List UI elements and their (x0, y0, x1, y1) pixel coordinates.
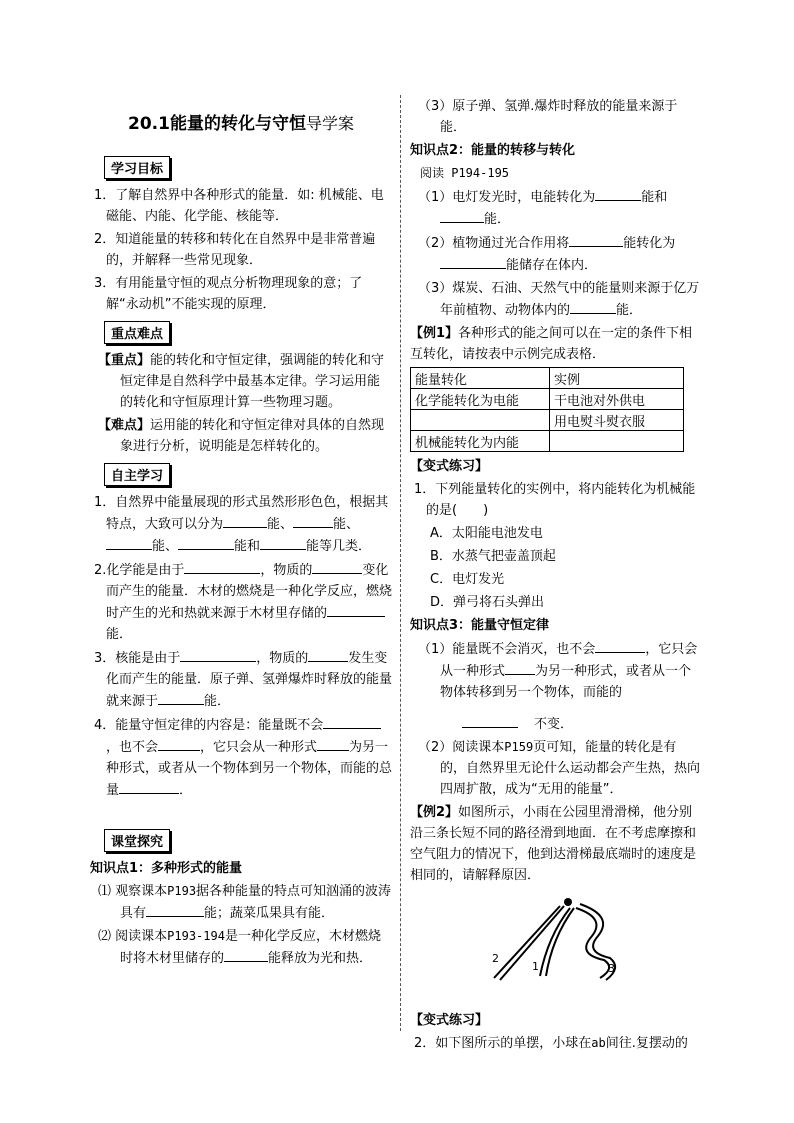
answer-blank[interactable] (595, 186, 641, 201)
answer-blank[interactable] (223, 513, 267, 528)
answer-blank[interactable] (505, 660, 535, 675)
self-study-q3: 3．核能是由于 ，物质的 发生变化而产生的能量．原子弹、氢弹爆炸时释放的能量就来源于 能． (90, 647, 392, 712)
right-column (410, 95, 702, 1056)
self-study-q4: 4．能量守恒定律的内容是：能量既不会，也不会 ，它只会从一种形式 为另一种形式，或者从一个物体到另一个物体，而能的总量 ． (90, 714, 392, 801)
kp1-item-1: ⑴ 观察课本P193据各种能量的特点可知汹涌的波涛具有 能；蔬菜瓜果具有能． (98, 884, 392, 921)
goal-item: 2．知道能量的转移和转化在自然界中是非常普遍的，并解释一些常见现象． (94, 232, 376, 268)
slide-figure (488, 896, 702, 992)
kp2-item-2: （2）植物通过光合作用将 能转化为能储存在体内． (410, 232, 702, 276)
child-icon (564, 898, 572, 906)
example-2: 【例2】如图所示，小雨在公园里滑滑梯，他分别沿三条长短不同的路径滑到地面．在不考虑摩擦和空气阻力的情况下，他到达滑梯最底端时的速度是相同的，请解释原因． (410, 805, 697, 883)
practice-heading: 【变式练习】 (410, 459, 489, 474)
option-c[interactable]: C．电灯发光 (430, 572, 505, 587)
answer-blank[interactable] (462, 713, 518, 728)
answer-blank[interactable] (158, 736, 200, 751)
table-row: 用电熨斗熨衣服 (411, 410, 684, 431)
goal-item: 1．了解自然界中各种形式的能量．如: 机械能、电磁能、内能、化学能、核能等． (94, 188, 384, 224)
option-a[interactable]: A．太阳能电池发电 (430, 526, 543, 541)
kp2-read: 阅读 P194-195 (420, 166, 510, 180)
kp1-item-2: ⑵ 阅读课本P193-194是一种化学反应，木材燃烧时将木材里储存的 能释放为光和热． (98, 929, 381, 966)
self-study-q2: 2.化学能是由于 ，物质的 变化而产生的能量．木材的燃烧是一种化学反应，燃烧时产生的光和热就来源于木材里存储的能． (90, 559, 392, 645)
option-b[interactable]: B．水蒸气把壶盖顶起 (430, 549, 556, 564)
kp2-item-1: （1）电灯发光时，电能转化为 能和能． (410, 186, 702, 230)
option-d[interactable]: D．弹弓将石头弹出 (430, 595, 545, 610)
answer-blank[interactable] (180, 647, 256, 662)
answer-blank[interactable] (323, 714, 381, 729)
answer-blank[interactable] (327, 602, 385, 617)
goal-item: 3．有用能量守恒的观点分析物理现象的意；了解“永动机”不能实现的原理． (94, 276, 363, 312)
table-row: 能量转化 实例 (411, 368, 684, 389)
kp3-title: 知识点3：能量守恒定律 (410, 618, 550, 633)
slide-paths (494, 904, 615, 980)
example-1: 【例1】各种形式的能之间可以在一定的条件下相互转化，请按表中示例完成表格． (410, 326, 693, 362)
kp1-title: 知识点1：多种形式的能量 (90, 861, 243, 876)
answer-blank[interactable] (260, 535, 306, 550)
page-title: 20.1能量的转化与守恒导学案 (128, 114, 354, 134)
answer-blank[interactable] (184, 559, 260, 574)
answer-blank[interactable] (308, 647, 348, 662)
path-label-3: 3 (608, 962, 615, 975)
table-cell-input[interactable] (411, 410, 550, 431)
table-row: 机械能转化为内能 (411, 431, 684, 452)
answer-blank[interactable] (293, 513, 333, 528)
kp1-item-3: （3）原子弹、氢弹.爆炸时释放的能量来源于能． (418, 99, 678, 135)
answer-blank[interactable] (440, 208, 484, 223)
answer-blank[interactable] (119, 779, 179, 794)
section-key-points: 重点难点 (104, 321, 170, 344)
table-cell-input[interactable] (550, 431, 684, 452)
answer-blank[interactable] (178, 535, 234, 550)
answer-blank[interactable] (440, 254, 506, 269)
answer-blank[interactable] (569, 232, 623, 247)
energy-table (410, 367, 684, 452)
self-study-q1: 1．自然界中能量展现的形式虽然形形色色，根据其特点，大致可以分为 能、 能、能、 能和 能等几类． (94, 495, 389, 554)
column-divider (400, 95, 401, 1031)
practice-question-2: 2．如下图所示的单摆，小球在ab间往.复摆动的 (414, 1036, 688, 1051)
section-classroom: 课堂探究 (104, 829, 170, 852)
difficult-point: 【难点】运用能的转化和守恒定律对具体的自然现象进行分析，说明能是怎样转化的。 (98, 418, 385, 454)
answer-blank[interactable] (224, 947, 268, 962)
section-goals: 学习目标 (104, 156, 170, 179)
path-label-1: 1 (532, 960, 539, 973)
answer-blank[interactable] (312, 559, 362, 574)
kp2-item-3: （3）煤炭、石油、天然气中的能量则来源于亿万年前植物、动物体内的 能． (418, 281, 700, 318)
practice-heading-2: 【变式练习】 (410, 1013, 489, 1028)
kp3-item-1: （1）能量既不会消灭，也不会 ，它只会从一种形式 为另一种形式，或者从一个物体转移到另一个物体，而能的 不变． (410, 638, 702, 735)
answer-blank[interactable] (146, 902, 204, 917)
left-column (90, 95, 392, 971)
slide-diagram (488, 896, 628, 988)
kp2-title: 知识点2：能量的转移与转化 (410, 143, 576, 158)
practice-question-1: 1．下列能量转化的实例中，将内能转化为机械能的是( ) (414, 482, 696, 518)
section-self-study: 自主学习 (104, 463, 170, 486)
answer-blank[interactable] (317, 736, 349, 751)
answer-blank[interactable] (595, 638, 645, 653)
key-point: 【重点】能的转化和守恒定律，强调能的转化和守恒定律是自然科学中最基本定律。学习运用能的转化和守恒原理计算一些物理习题。 (98, 353, 385, 410)
answer-blank[interactable] (106, 535, 152, 550)
answer-blank[interactable] (570, 299, 616, 314)
answer-blank[interactable] (158, 690, 204, 705)
path-label-2: 2 (492, 952, 499, 965)
table-row: 化学能转化为电能 干电池对外供电 (411, 389, 684, 410)
kp3-item-2: （2）阅读课本P159页可知，能量的转化是有的，自然界里无论什么运动都会产生热，热向四周扩散，成为“无用的能量”． (418, 740, 701, 797)
